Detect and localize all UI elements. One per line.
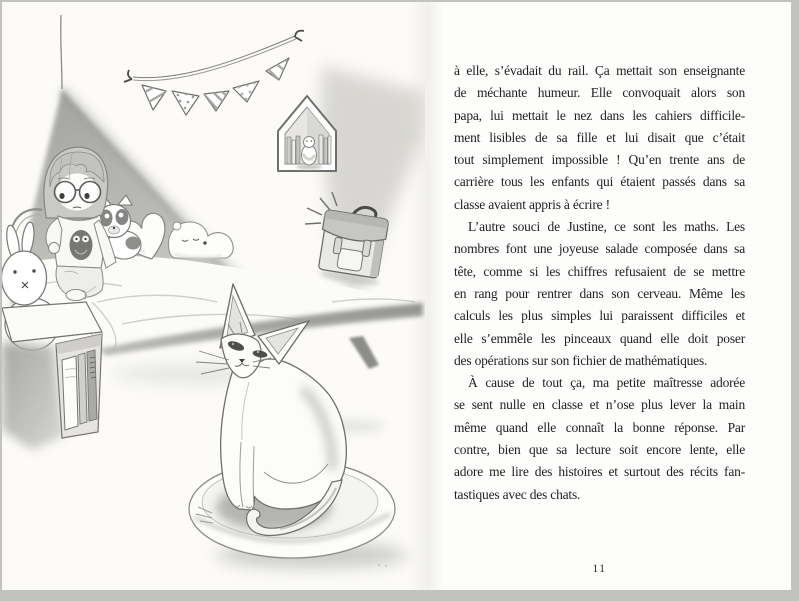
paragraph	[454, 216, 745, 372]
paragraph	[454, 60, 745, 216]
text-line: à elle, s’évadait du rail. Ça mettait son enseignante	[454, 63, 745, 78]
bunting-flags	[124, 31, 304, 115]
bedroom-illustration	[2, 2, 425, 590]
owl-print	[70, 230, 93, 260]
nightstand-shadow	[2, 342, 64, 450]
text-line: même quand elle connaît la bonne réponse. Par	[454, 419, 745, 435]
glasses-right-lens	[80, 182, 101, 203]
text-line: tastiques avec des chats.	[454, 486, 581, 502]
text-line: papa, lui mettait le nez dans les cahiers difficile-	[454, 107, 745, 123]
text-line: nombres font une joyeuse salade composée dans sa	[454, 241, 745, 257]
string-tie-left	[124, 70, 132, 82]
string-tie-right	[295, 31, 304, 41]
text-line: L’autre souci de Justine, ce sont les maths. Les	[468, 219, 745, 235]
glasses-left-lens	[55, 182, 76, 203]
nightstand-books	[62, 350, 97, 430]
text-line: des opérations sur son fichier de mathématiques.	[454, 352, 708, 368]
bookshelf-nightstand	[2, 302, 102, 450]
paragraph	[454, 372, 745, 506]
text-line: tout simplement impossible ! Qu’en trente ans de	[454, 152, 745, 168]
text-line: tête, comme si les chiffres refusaient de se mettre	[454, 263, 745, 279]
bed-leg	[349, 336, 379, 369]
text-line: se sent nulle en classe et n’ose plus lever la main	[454, 397, 745, 413]
page-number: 11	[592, 563, 607, 575]
text-line: calculs les plus simples lui paraissent difficiles et	[454, 308, 745, 324]
text-line: elle s’emmêle les pinceaux quand elle doit poser	[454, 330, 745, 346]
text-line: contre, bien que sa lecture soit encore lente, elle	[454, 442, 745, 458]
girl-foot	[66, 290, 86, 301]
girl-fist	[49, 243, 60, 254]
text-line: de méchante humeur. Elle convoquait alors son	[454, 85, 745, 101]
wall-corner-line	[61, 15, 62, 89]
text-line: adore me lire des histoires et surtout des récits fan-	[454, 464, 745, 480]
text-line: en rang pour rentrer dans son cerveau. Même les	[454, 285, 745, 301]
book-spread	[2, 2, 791, 590]
plush-ear	[173, 222, 181, 230]
plush-nose	[203, 241, 207, 245]
text-line: À cause de tout ça, ma petite maîtresse adorée	[468, 375, 745, 391]
text-block	[454, 60, 745, 506]
text-line: ment lisibles de sa fille et lui disait que c’était	[454, 129, 745, 145]
bunny-head	[2, 251, 47, 305]
illustration-page	[2, 2, 425, 590]
sleeping-bear-plush	[168, 222, 233, 258]
text-line: classe avaient appris à écrire !	[454, 196, 610, 212]
text-line: carrière tous les enfants qui étaient passés dans sa	[454, 174, 745, 190]
